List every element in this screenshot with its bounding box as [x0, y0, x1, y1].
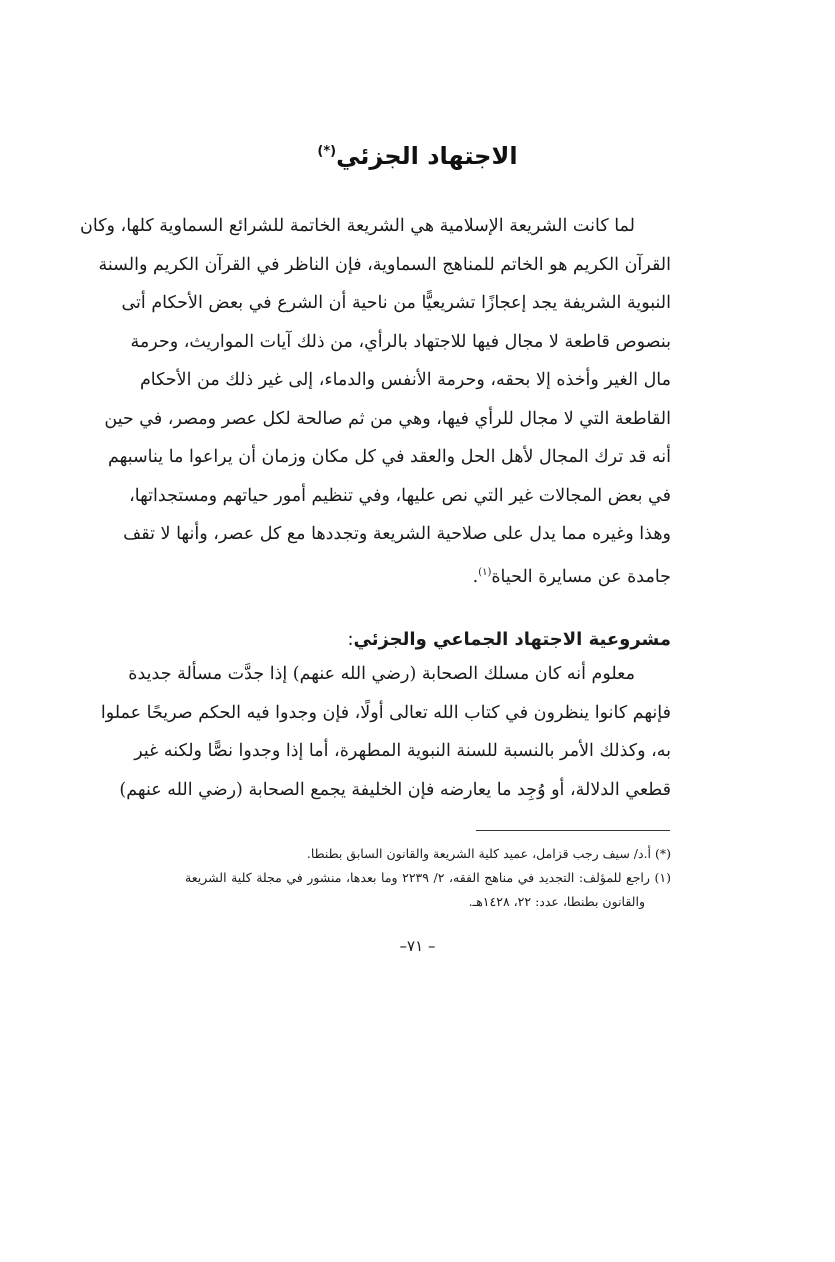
paragraph-1: [80, 207, 671, 592]
section-heading-colon: :: [347, 629, 354, 650]
footnote-1: [185, 842, 671, 866]
text-line: فإنهم كانوا ينظرون في كتاب الله تعالى أولًا، فإن وجدوا فيه الحكم صريحًا عملوا: [100, 702, 671, 723]
footnote-2-continuation: والقانون بطنطا، عدد: ٢٢، ١٤٢٨هـ.: [468, 894, 645, 909]
paragraph-2: [100, 655, 671, 809]
footnote-separator: [476, 830, 670, 831]
text-line: وهذا وغيره مما يدل على صلاحية الشريعة وتجددها مع كل عصر، وأنها لا تقف: [123, 524, 671, 544]
title-text: الاجتهاد الجزئي: [336, 142, 518, 170]
text-line: مال الغير وأخذه إلا بحقه، وحرمة الأنفس والدماء، إلى غير ذلك من الأحكام: [139, 370, 671, 390]
text-line: القاطعة التي لا مجال للرأي فيها، وهي من ثم صالحة لكل عصر ومصر، في حين: [104, 408, 671, 429]
footnote-text: راجع للمؤلف: التجديد في مناهج الفقه، ٢/ ٢٢٣٩ وما بعدها، منشور في مجلة كلية الشريعة: [185, 870, 650, 885]
last-line-end: .: [472, 566, 479, 587]
footnote-ref-1[interactable]: (١): [478, 566, 492, 578]
text-line: في بعض المجالات غير التي نص عليها، وفي تنظيم أمور حياتهم ومستجداتها،: [129, 485, 671, 506]
footnote-marker: (*): [654, 846, 671, 861]
page-number: –٧١ –: [399, 937, 436, 955]
footnotes: [185, 842, 671, 914]
text-line: به، وكذلك الأمر بالنسبة للسنة النبوية المطهرة، أما إذا وجدوا نصًّا ولكنه غير: [134, 741, 671, 761]
footnote-2: [185, 866, 671, 890]
text-line-last: [177, 554, 671, 593]
text-line: القرآن الكريم هو الخاتم للمناهج السماوية، فإن الناظر في القرآن الكريم والسنة: [98, 254, 671, 275]
text-line: بنصوص قاطعة لا مجال فيها للاجتهاد بالرأي، من ذلك آيات المواريث، وحرمة: [130, 331, 671, 352]
text-line: النبوية الشريفة يجد إعجازًا تشريعيًّا من ناحية أن الشرع في بعض الأحكام أتى: [121, 293, 671, 313]
section-heading: [177, 625, 671, 655]
page-title: [0, 142, 835, 170]
text-line: أنه قد ترك المجال لأهل الحل والعقد في كل مكان وزمان أن يراعوا ما يناسبهم: [108, 447, 671, 467]
title-footnote-marker: (*): [317, 144, 337, 159]
section-heading-text: مشروعية الاجتهاد الجماعي والجزئي: [353, 629, 671, 650]
text-line: لما كانت الشريعة الإسلامية هي الشريعة الخاتمة للشرائع السماوية كلها، وكان: [80, 216, 635, 236]
footnote-text: أ.د/ سيف رجب قزامل، عميد كلية الشريعة والقانون السابق بطنطا.: [306, 846, 651, 861]
last-line-text: جامدة عن مسايرة الحياة: [491, 566, 671, 587]
text-line: قطعي الدلالة، أو وُجِد ما يعارضه فإن الخليفة يجمع الصحابة (رضي الله عنهم): [119, 779, 671, 800]
footnote-marker: (١): [654, 870, 672, 885]
text-line: معلوم أنه كان مسلك الصحابة (رضي الله عنهم) إذا جدَّت مسألة جديدة: [128, 664, 635, 684]
